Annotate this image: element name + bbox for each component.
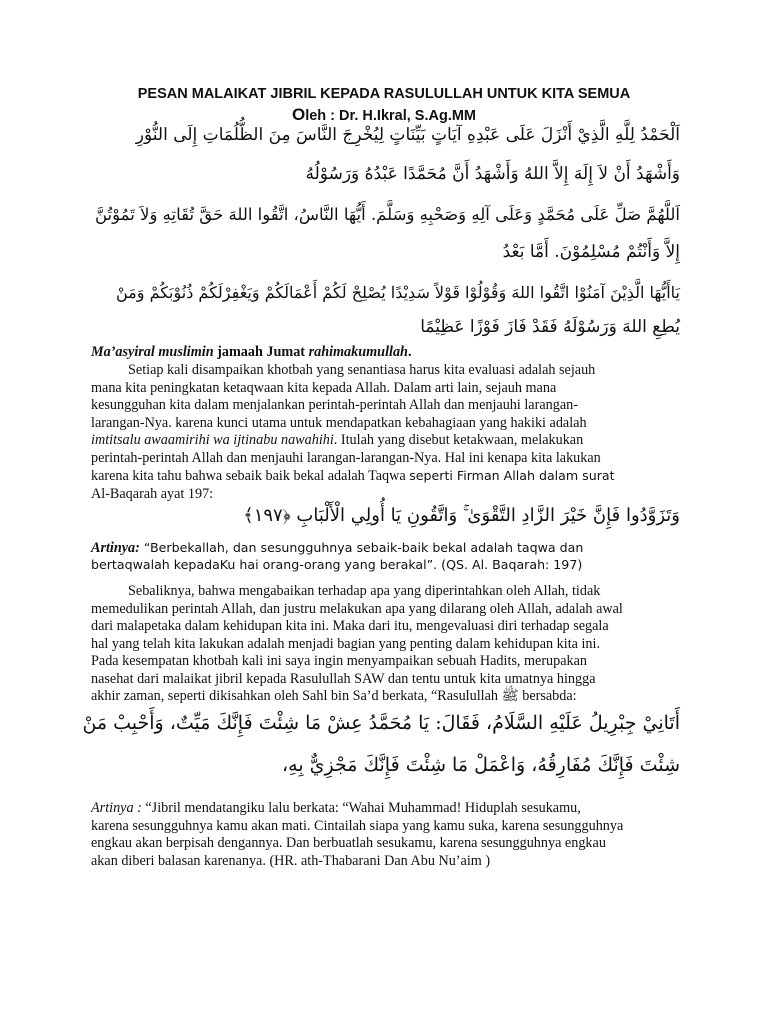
para1-line-7-a: karena kita tahu bahwa sebaik baik bekal adalah Taqwa [91,468,410,484]
hadith-translation-line-4: akan diberi balasan karenanya. (HR. ath-Thabarani Dan Abu Nu’aim ) [91,852,491,869]
para2-line-6: nasehat dari malaikat jibril kepada Rasulullah SAW dan tentu untuk kita umatnya hingga [91,670,596,687]
author-text: leh : Dr. H.Ikral, S.Ag.MM [305,108,477,124]
para1-line-6: perintah-perintah Allah dan menjauhi larangan-larangan-Nya. Hal ini kenapa kita lakukan [91,449,601,466]
hadith-translation [91,800,675,870]
para2-line-3: dari malapetaka dalam kehidupan kita ini. Maka dari itu, mengevaluasi diri terhadap segala [91,618,609,634]
para1-line-7 [91,467,675,486]
hadith-translation-line-3: engkau akan berpisah dengannya. Dan berbuatlah sesukamu, karena sesungguhnya engkau [91,835,606,851]
opening-arabic-line-1: اَلْحَمْدُ لِلَّهِ الَّذِيْ أَنْزَلَ عَلَى عَبْدِهِ آيَاتٍ بَيِّنَاتٍ لِيُخْرِجَ النَّاسَ مِنَ الظُّلُمَاتِ إِلَى النُّوْرِ [135,125,680,145]
greeting-middle: jamaah Jumat [213,344,309,360]
hadith-translation-line-2: karena sesungguhnya kamu akan mati. Cintailah siapa yang kamu suka, karena sesungguhnya [91,817,624,834]
hadith-translation-label: Artinya : [91,800,142,816]
opening-arabic-line-2: وَأَشْهَدُ أَنْ لاَ إِلَهَ إِلاَّ اللهُ وَأَشْهَدُ أَنَّ مُحَمَّدًا عَبْدُهُ وَرَسُوْلُهُ [305,164,680,184]
para1-line-5 [91,432,675,450]
hadith-arabic-line-1: أَتَانِيْ جِبْرِيلُ عَلَيْهِ السَّلَامُ، فَقَالَ: يَا مُحَمَّدُ عِشْ مَا شِئْتَ فَإِنَّكَ مَيِّتٌ، وَأَحْبِبْ مَنْ [82,712,680,734]
para1-line-8: Al-Baqarah ayat 197: [91,485,214,502]
paragraph-1 [91,362,675,503]
para2-line-1: Sebaliknya, bahwa mengabaikan terhadap apa yang diperintahkan oleh Allah, tidak [128,583,601,599]
para1-line-4: larangan-Nya. karena kunci utama untuk mendapatkan kebahagiaan yang hakiki adalah [91,414,587,431]
para1-line-7-b: seperti Firman Allah dalam surat [409,468,615,483]
author-initial: O [291,105,306,124]
paragraph-2 [91,583,675,706]
opening-arabic-line-3: اَللَّهُمَّ صَلِّ عَلَى مُحَمَّدٍ وَعَلَى آلِهِ وَصَحْبِهِ وَسَلَّمَ. أَيُّهَا النَّاسُ، اتَّقُوا اللهَ حَقَّ تُقَاتِهِ وَلاَ تَمُوْتُنَّ [94,205,680,224]
greeting-end: . [407,344,412,360]
verse-translation-line-1 [91,540,583,557]
para2-line-7: akhir zaman, seperti dikisahkan oleh Sahl bin Sa’d berkata, “Rasulullah ﷺ bersabda: [91,688,577,704]
para1-line-1: Setiap kali disampaikan khotbah yang senantiasa harus kita evaluasi adalah sejauh [128,362,596,378]
hadith-arabic-line-2: شِئْتَ فَإِنَّكَ مُفَارِقُهُ، وَاعْمَلْ مَا شِئْتَ فَإِنَّكَ مَجْزِيٌّ بِهِ، [282,754,680,776]
hadith-translation-line-1 [91,800,675,818]
para2-line-2: memedulikan perintah Allah, dan justru melakukan apa yang dilarang oleh Allah, adalah awal [91,600,623,617]
verse-translation-line-2: bertaqwalah kepadaKu hai orang-orang yang berakal”. (QS. Al. Baqarah: 197) [91,557,583,572]
para1-line-3: kesungguhan kita dalam menjalankan perintah-perintah Allah dan menjauhi larangan- [91,397,578,413]
greeting-italic-2: rahimakumullah [308,344,408,360]
verse-translation-text-1: “Berbekallah, dan sesungguhnya sebaik-baik bekal adalah taqwa dan [139,540,584,555]
para1-italic-phrase: imtitsalu awaamirihi wa ijtinabu nawahihi [91,432,334,448]
para2-line-4: hal yang telah kita lakukan adalah menjadi bagian yang penting dalam kehidupan kita ini. [91,635,601,652]
document-title: PESAN MALAIKAT JIBRIL KEPADA RASULULLAH UNTUK KITA SEMUA [137,86,631,102]
hadith-translation-text-1: “Jibril mendatangiku lalu berkata: “Wahai Muhammad! Hiduplah sesukamu, [141,800,581,816]
para1-line-2: mana kita peningkatan ketaqwaan kita kepada Allah. Dalam arti lain, sejauh mana [91,379,557,396]
opening-arabic-line-4: إِلاَّ وَأَنْتُمْ مُسْلِمُوْنَ. أَمَّا بَعْدُ [502,242,680,262]
opening-arabic-line-5: يَاأَيُّهَا الَّذِيْنَ آمَنُوْا اتَّقُوا اللهَ وَقُوْلُوْا قَوْلاً سَدِيْدًا يُصْلِحْ لَكُمْ أَعْمَالَكُمْ وَيَغْفِرْلَكُمْ ذُنُوْبَكُمْ وَمَنْ [116,283,680,302]
verse-arabic: وَتَزَوَّدُوا فَإِنَّ خَيْرَ الزَّادِ التَّقْوَىٰ ۚ وَاتَّقُونِ يَا أُولِي الْأَلْبَابِ ﴿١٩٧﴾ [243,505,680,526]
greeting-italic-1: Ma’asyiral muslimin [91,344,214,360]
verse-translation-label: Artinya: [91,540,140,556]
para2-line-5: Pada kesempatan khotbah kali ini saya ingin menyampaikan sebuah Hadits, merupakan [91,653,588,669]
opening-arabic-line-6: يُطِعِ اللهَ وَرَسُوْلَهُ فَقَدْ فَازَ فَوْزًا عَظِيْمًا [420,317,680,337]
greeting [91,344,411,361]
para1-line-5-rest: . Itulah yang disebut ketakwaan, melakukan [333,432,584,448]
